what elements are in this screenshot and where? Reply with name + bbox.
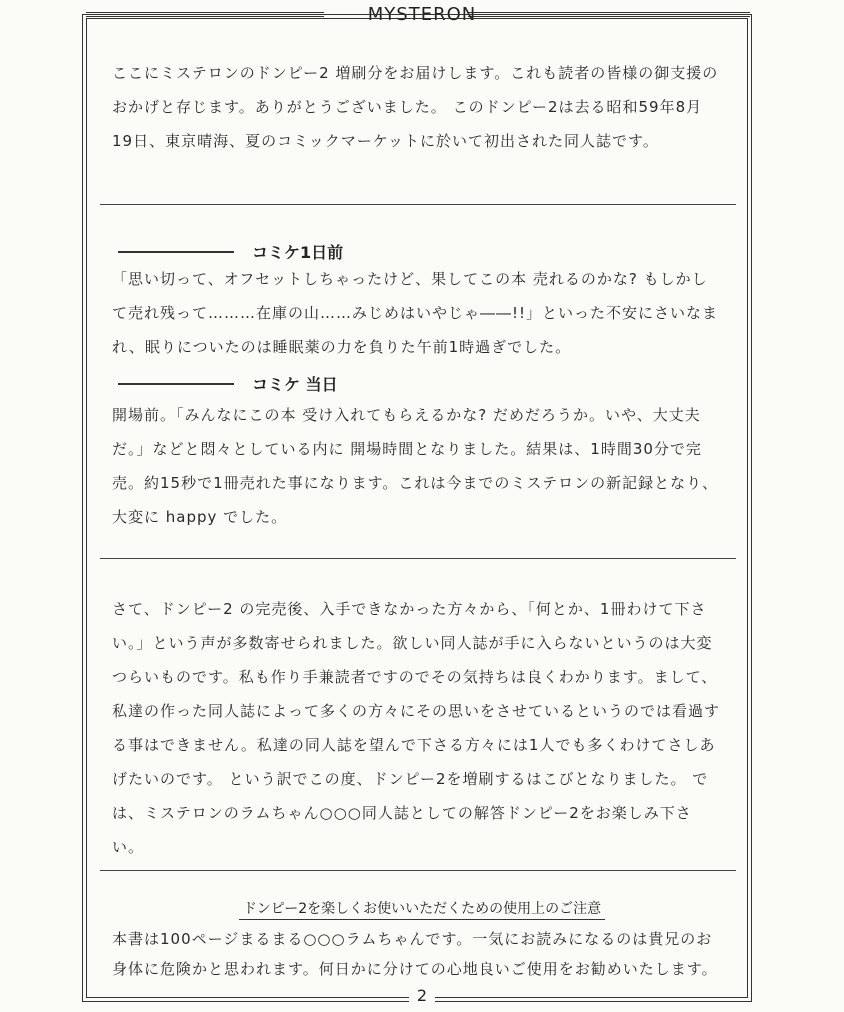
intro-paragraph: ここにミステロンのドンピー2 増刷分をお届けします。これも読者の皆様の御支援のおかげと存じます。ありがとうございました。 このドンピー2は去る昭和59年8月19日、東京晴海、夏のコミックマーケットに於いて初出された同人誌です。	[112, 64, 719, 150]
divider-3	[100, 870, 736, 871]
heading-rule	[118, 251, 234, 253]
divider-2	[100, 558, 736, 559]
notice-title-text: ドンピー2を楽しくお使いいただくための使用上のご注意	[239, 901, 605, 920]
notice-paragraph: 本書は100ページまるまる○○○ラムちゃんです。一気にお読みになるのは貴兄のお身体に危険かと思われます。何日かに分けての心地良いご使用をお勧めいたします。	[112, 930, 718, 978]
page-number	[0, 986, 844, 1005]
section2-paragraph: 開場前。「みんなにこの本 受け入れてもらえるかな? だめだろうか。いや、大丈夫だ。」などと悶々としている内に 開場時間となりました。結果は、1時間30分で完売。約15秒で1冊売れた事になります。これは今までのミステロンの新記録となり、大変に happy でした。	[112, 406, 719, 526]
divider-1	[100, 204, 736, 205]
notice-title	[0, 898, 844, 918]
section2-heading	[118, 372, 338, 395]
section2-heading-text: コミケ 当日	[252, 375, 338, 394]
page-number-text: 2	[409, 986, 435, 1005]
page-title: MYSTERON	[367, 4, 477, 25]
section1-heading-text: コミケ1日前	[252, 243, 344, 262]
heading-rule	[118, 383, 234, 385]
section1-paragraph: 「思い切って、オフセットしちゃったけど、果してこの本 売れるのかな? もしかして売れ残って………在庫の山……みじめはいやじゃ――!!」といった不安にさいなまれ、眠りについたのは睡眠薬の力を負りた午前1時過ぎでした。	[112, 270, 719, 356]
section1-heading	[118, 240, 343, 263]
section3-paragraph: さて、ドンピー2 の完売後、入手できなかった方々から、「何とか、1冊わけて下さい。」という声が多数寄せられました。欲しい同人誌が手に入らないというのは大変つらいものです。私も作り手兼読者ですのでその気持ちは良くわかります。まして、私達の作った同人誌によって多くの方々にその思いをさせているというのでは看過する事はできません。私達の同人誌を望んで下さる方々には1人でも多くわけてさしあげたいのです。 という訳でこの度、ドンピー2を増刷するはこびとなりました。 では、ミステロンのラムちゃん○○○同人誌としての解答ドンピー2をお楽しみ下さい。	[112, 600, 721, 856]
